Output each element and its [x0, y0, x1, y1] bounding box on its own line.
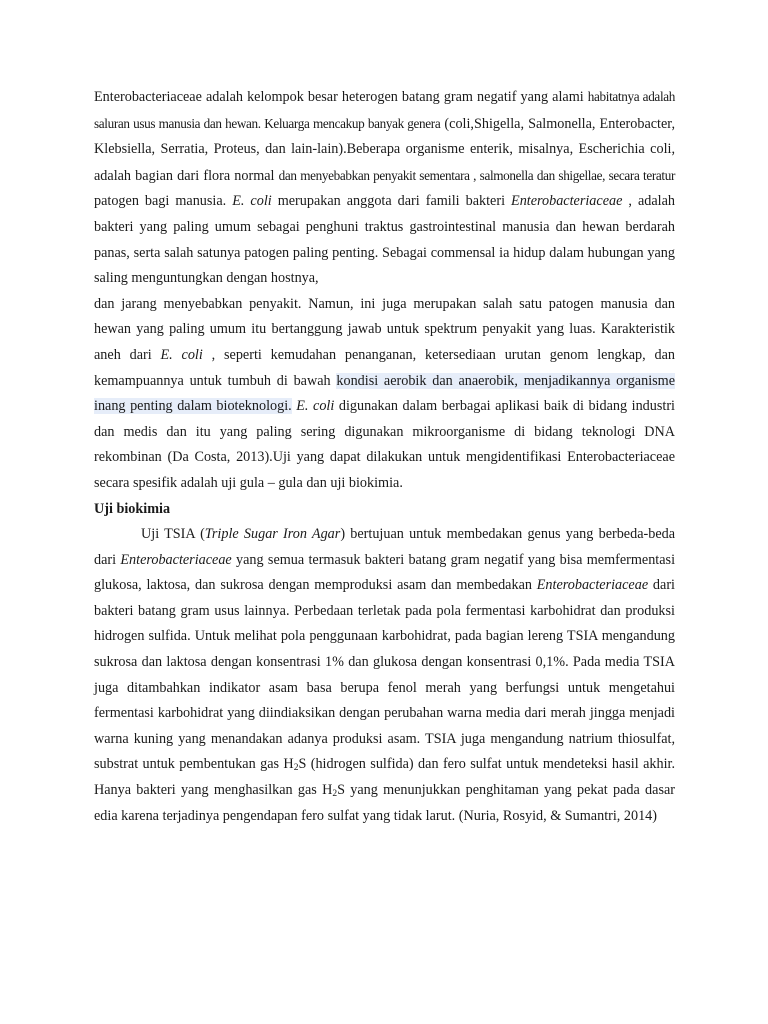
text-run: yang semua termasuk bakteri batang gram negatif yang bisa memfermentasi glukosa, laktosa, dan sukrosa dengan memproduksi asam dan membedakan: [94, 551, 676, 594]
family-name: Enterobacteriaceae: [511, 193, 623, 210]
family-name: Enterobacteriaceae: [120, 551, 232, 568]
text-run: , adalah bakteri yang paling umum sebagai penghuni traktus gastrointestinal manusia dan hewan berdarah panas, serta salah satunya patogen paling penting. Sebagai commensal ia hidup dalam hubungan yang saling menguntungkan dengan hostnya,: [94, 193, 675, 287]
text-run: dan jarang menyebabkan penyakit. Namun, ini juga merupakan salah satu patogen manusia dan hewan yang paling umum itu bertanggung jawab untuk spektrum penyakit yang luas. Karakteristik aneh dari: [94, 295, 675, 363]
text-run: Enterobacteriaceae adalah kelompok besar heterogen batang gram negatif yang alami: [94, 89, 588, 105]
text-run: patogen bagi manusia.: [94, 193, 233, 210]
text-run: ) bertujuan untuk membedakan genus yang berbeda-beda dari: [94, 526, 676, 568]
text-run: merupakan anggota dari famili bakteri: [271, 193, 512, 210]
text-run: (coli,Shigella, Salmonella, Enterobacter, Klebsiella, Serratia, Proteus, dan lain-lain).Beberapa organisme enterik, misalnya, Escherichia coli, adalah bagian dari flora normal: [94, 115, 676, 184]
highlighted-text: kondisi aerobik dan anaerobik, menjadikannya organisme inang penting dalam bioteknologi.: [94, 372, 675, 415]
text-run: S yang menunjukkan penghitaman yang pekat pada dasar edia karena terjadinya pengendapan fero sulfat yang tidak larut. (Nuria, Rosyid, & Sumantri, 2014): [94, 782, 675, 824]
text-run: dari bakteri batang gram usus lainnya. Perbedaan terletak pada pola fermentasi karbohidrat dan produksi hidrogen sulfida. Untuk melihat pola penggunaan karbohidrat, pada bagian lereng TSIA mengandung sukrosa dan laktosa dengan konsentrasi 1% dan glukosa dengan konsentrasi 0,1%. Pada media TSIA juga ditambahkan indikator asam basa berupa fenol merah yang berfungsi untuk mengetahui fermentasi karbohidrat yang diindiaksikan dengan perubahan warna media dari merah jingga menjadi warna kuning yang menandakan adanya produksi asam. TSIA juga mengandung natrium thiosulfat, substrat untuk pembentukan gas H: [94, 577, 675, 773]
tsia-paragraph: [94, 522, 675, 829]
medium-name: Triple Sugar Iron Agar: [204, 526, 341, 543]
text-run: digunakan dalam berbagai aplikasi baik di bidang industri dan medis dan itu yang paling sering digunakan mikroorganisme di bidang teknologi DNA rekombinan (Da Costa, 2013).Uji yang dapat dilakukan untuk mengidentifikasi Enterobacteriaceae secara spesifik adalah uji gula – gula dan uji biokimia.: [94, 398, 675, 491]
species-name: E. coli: [160, 346, 203, 363]
text-run: , seperti kemudahan penanganan, ketersediaan urutan genom lengkap, dan kemampuannya untuk tumbuh di bawah: [94, 346, 675, 389]
intro-paragraph: [94, 84, 675, 497]
section-heading: Uji biokimia: [94, 500, 171, 517]
text-run: Uji TSIA (: [141, 526, 205, 543]
text-run: S (hidrogen sulfida) dan fero sulfat untuk mendeteksi hasil akhir. Hanya bakteri yang menghasilkan gas H: [94, 756, 675, 799]
species-name: E. coli: [296, 398, 335, 415]
document-page: [94, 84, 675, 829]
subscript: 2: [332, 789, 338, 800]
text-run: habitatnya adalah saluran usus manusia dan hewan. Keluarga mencakup banyak genera: [94, 89, 675, 131]
family-name: Enterobacteriaceae: [536, 577, 649, 594]
species-name: E. coli: [232, 193, 272, 210]
text-run: dan menyebabkan penyakit sementara , salmonella dan shigellae, secara teratur: [278, 167, 675, 183]
subscript: 2: [293, 763, 299, 774]
